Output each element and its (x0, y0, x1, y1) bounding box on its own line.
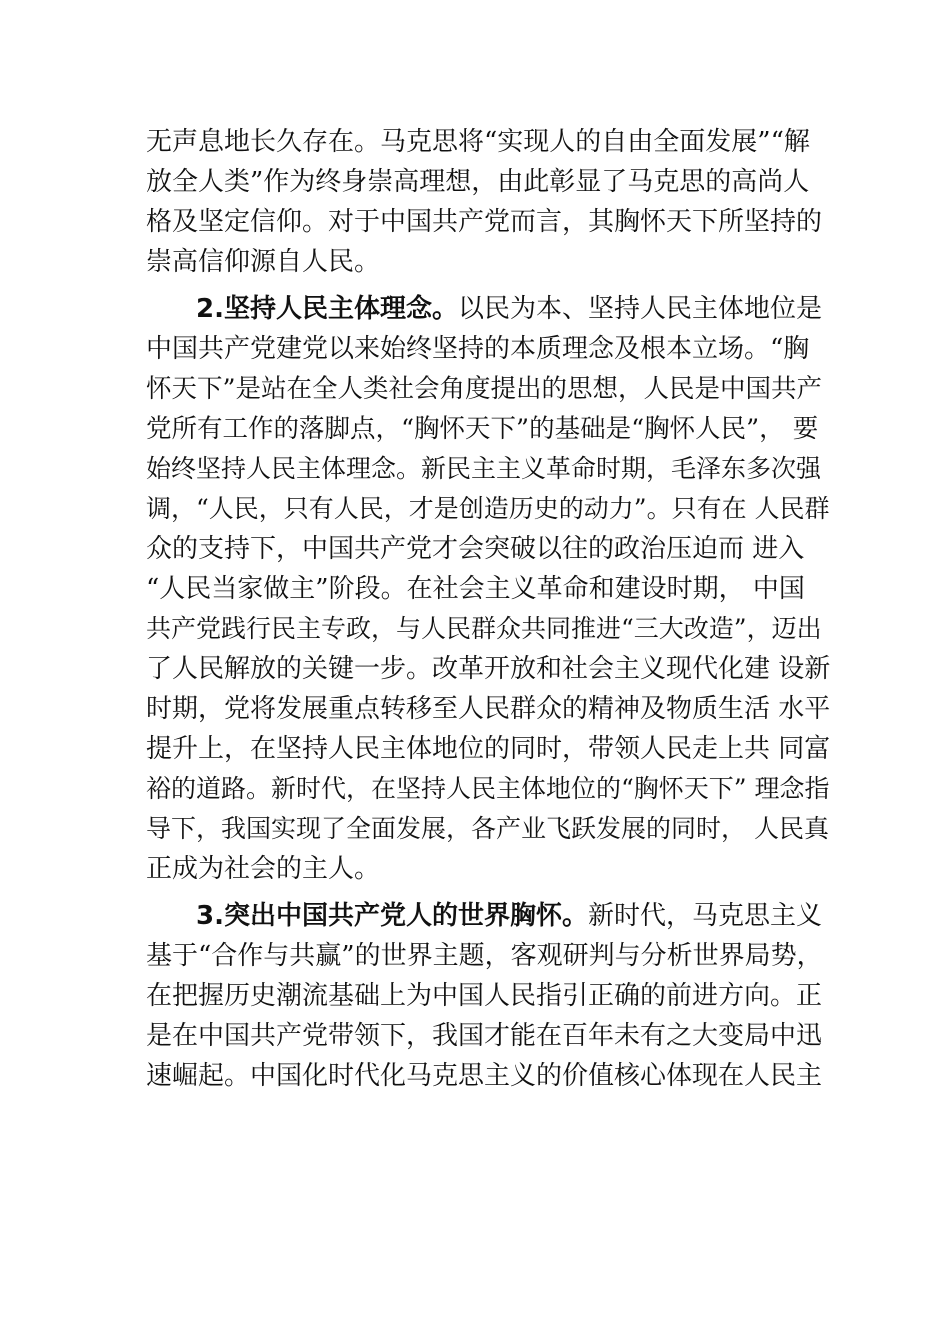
text-line: 提升上，在坚持人民主体地位的同时，带领人民走上共 同富 (146, 734, 831, 764)
text-line: 放全人类”作为终身崇高理想，由此彰显了马克思的高尚人 (146, 167, 810, 197)
text-line: 导下，我国实现了全面发展，各产业飞跃发展的同时， 人民真 (146, 814, 829, 843)
text-line: 众的支持下，中国共产党才会突破以往的政治压迫而 进入 (146, 534, 805, 564)
section-2-heading: 2.坚持人民主体理念。 (196, 294, 458, 324)
text-line: 调，“人民，只有人民，才是创造历史的动力”。只有在 人民群 (146, 494, 830, 523)
text-line: 速崛起。中国化时代化马克思主义的价值核心体现在人民主 (146, 1061, 823, 1091)
text-line: 崇高信仰源自人民。 (146, 247, 381, 277)
text-line: “人民当家做主”阶段。在社会主义革命和建设时期， 中国 (146, 574, 805, 604)
text-line: 共产党践行民主专政，与人民群众共同推进“三大改造”，迈出 (146, 614, 822, 643)
text-line: 正成为社会的主人。 (146, 854, 381, 884)
section-3-first-line (196, 896, 822, 936)
text-line: 始终坚持人民主体理念。新民主主义革命时期，毛泽东多次强 (146, 454, 822, 483)
text-line: 党所有工作的落脚点，“胸怀天下”的基础是“胸怀人民”， 要 (146, 414, 819, 444)
text-line: 了人民解放的关键一步。改革开放和社会主义现代化建 设新 (146, 654, 831, 684)
text-line: 裕的道路。新时代，在坚持人民主体地位的“胸怀天下” 理念指 (146, 774, 830, 803)
text-line: 基于“合作与共赢”的世界主题，客观研判与分析世界局势， (146, 941, 823, 971)
section-3-lead-text: 新时代，马克思主义 (587, 901, 822, 931)
section-2-lead-text: 以民为本、坚持人民主体地位是 (457, 294, 822, 324)
text-line: 中国共产党建党以来始终坚持的本质理念及根本立场。“胸 (146, 334, 810, 364)
section-2-first-line (196, 289, 822, 329)
text-line: 时期，党将发展重点转移至人民群众的精神及物质生活 水平 (146, 694, 831, 724)
text-line: 格及坚定信仰。对于中国共产党而言，其胸怀天下所坚持的 (146, 207, 823, 237)
text-line: 是在中国共产党带领下，我国才能在百年未有之大变局中迅 (146, 1021, 823, 1051)
section-3-heading: 3.突出中国共产党人的世界胸怀。 (196, 901, 588, 931)
text-line: 怀天下”是站在全人类社会角度提出的思想，人民是中国共产 (146, 374, 823, 404)
text-line: 无声息地长久存在。马克思将“实现人的自由全面发展”“解 (146, 127, 810, 157)
text-line: 在把握历史潮流基础上为中国人民指引正确的前进方向。正 (146, 981, 823, 1011)
